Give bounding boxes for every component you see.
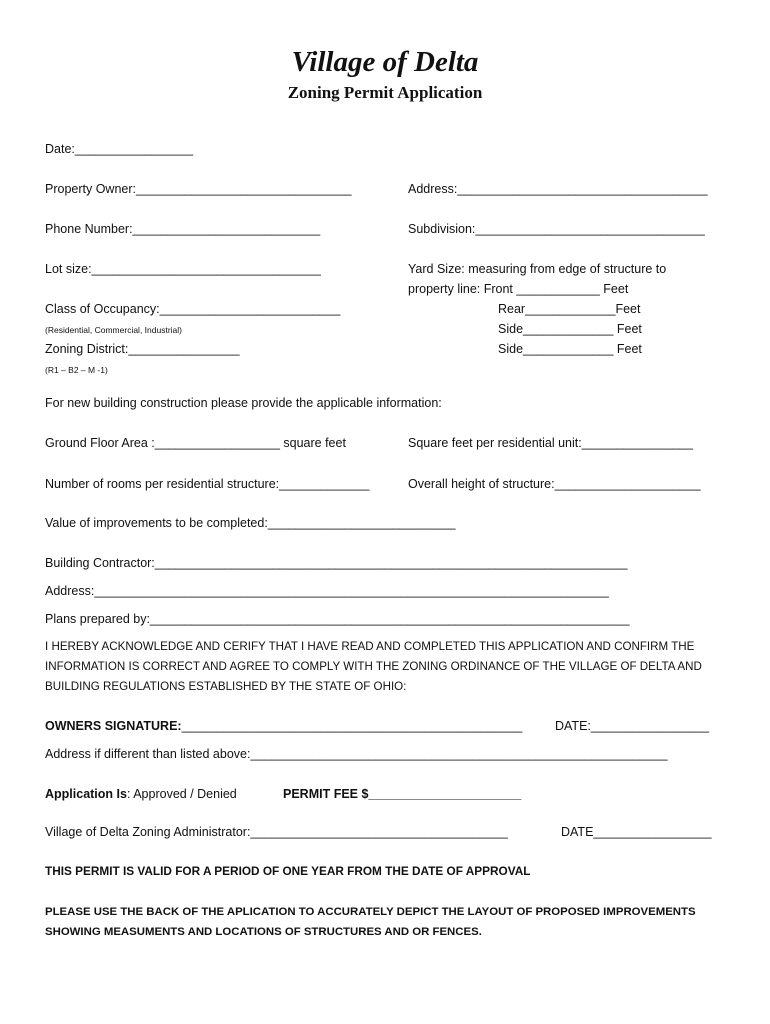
yard-size-label: Yard Size: measuring from edge of structure to: [408, 262, 667, 276]
yard-side-field-2[interactable]: Side_____________ Feet: [498, 342, 642, 356]
application-status-options[interactable]: : Approved / Denied: [126, 787, 237, 801]
rooms-per-structure-field[interactable]: Number of rooms per residential structure:_____________: [45, 477, 370, 491]
application-status-label: Application Is: [45, 787, 127, 801]
acknowledgement-line-2: INFORMATION IS CORRECT AND AGREE TO COMPLY WITH THE ZONING ORDINANCE OF THE VILLAGE OF DELTA AND: [45, 660, 702, 673]
yard-front-field[interactable]: property line: Front ____________ Feet: [408, 282, 629, 296]
class-of-occupancy-note: (Residential, Commercial, Industrial): [45, 325, 182, 335]
value-of-improvements-field[interactable]: Value of improvements to be completed:___________________________: [45, 516, 456, 530]
ground-floor-area-field[interactable]: Ground Floor Area :__________________ square feet: [45, 436, 346, 450]
structure-height-field[interactable]: Overall height of structure:_____________________: [408, 477, 701, 491]
permit-fee-field[interactable]: PERMIT FEE $______________________: [283, 787, 522, 801]
document-subtitle: Zoning Permit Application: [287, 83, 483, 102]
zoning-district-field[interactable]: Zoning District:________________: [45, 342, 240, 356]
contractor-address-field[interactable]: Address:__________________________________________________________________________: [45, 584, 609, 598]
yard-side-field-1[interactable]: Side_____________ Feet: [498, 322, 642, 336]
lot-size-field[interactable]: Lot size:_________________________________: [45, 262, 321, 276]
owners-signature-line[interactable]: _________________________________________________: [181, 719, 523, 733]
phone-number-field[interactable]: Phone Number:___________________________: [45, 222, 321, 236]
plans-prepared-by-field[interactable]: Plans prepared by:_____________________________________________________________________: [45, 612, 630, 626]
back-page-instruction-line-1: PLEASE USE THE BACK OF THE APLICATION TO ACCURATELY DEPICT THE LAYOUT OF PROPOSED IMPROVEMENTS: [45, 906, 696, 918]
new-construction-instruction: For new building construction please provide the applicable information:: [45, 396, 442, 410]
sqft-per-unit-field[interactable]: Square feet per residential unit:________________: [408, 436, 693, 450]
back-page-instruction-line-2: SHOWING MEASUMENTS AND LOCATIONS OF STRUCTURES AND OR FENCES.: [45, 926, 482, 938]
zoning-district-note: (R1 – B2 – M -1): [45, 365, 108, 375]
acknowledgement-line-3: BUILDING REGULATIONS ESTABLISHED BY THE STATE OF OHIO:: [45, 680, 407, 693]
address-field[interactable]: Address:____________________________________: [408, 182, 708, 196]
subdivision-field[interactable]: Subdivision:_________________________________: [408, 222, 705, 236]
class-of-occupancy-field[interactable]: Class of Occupancy:__________________________: [45, 302, 341, 316]
document-title: Village of Delta: [291, 46, 479, 78]
zoning-administrator-field[interactable]: Village of Delta Zoning Administrator:_____________________________________: [45, 825, 508, 839]
building-contractor-field[interactable]: Building Contractor:____________________________________________________________________: [45, 556, 628, 570]
yard-rear-field[interactable]: Rear_____________Feet: [498, 302, 641, 316]
acknowledgement-line-1: I HEREBY ACKNOWLEDGE AND CERIFY THAT I HAVE READ AND COMPLETED THIS APPLICATION AND CONFIRM THE: [45, 640, 695, 653]
owners-signature-field[interactable]: [45, 718, 522, 734]
administrator-date-field[interactable]: DATE_________________: [561, 825, 712, 839]
date-field[interactable]: Date:_________________: [45, 142, 194, 156]
owners-date-field[interactable]: DATE:_________________: [555, 719, 710, 733]
permit-validity-notice: THIS PERMIT IS VALID FOR A PERIOD OF ONE YEAR FROM THE DATE OF APPROVAL: [45, 864, 531, 878]
application-status: [45, 786, 237, 802]
property-owner-field[interactable]: Property Owner:_______________________________: [45, 182, 352, 196]
alternate-address-field[interactable]: Address if different than listed above:____________________________________________________________: [45, 747, 668, 761]
owners-signature-label: OWNERS SIGNATURE:: [45, 719, 182, 733]
